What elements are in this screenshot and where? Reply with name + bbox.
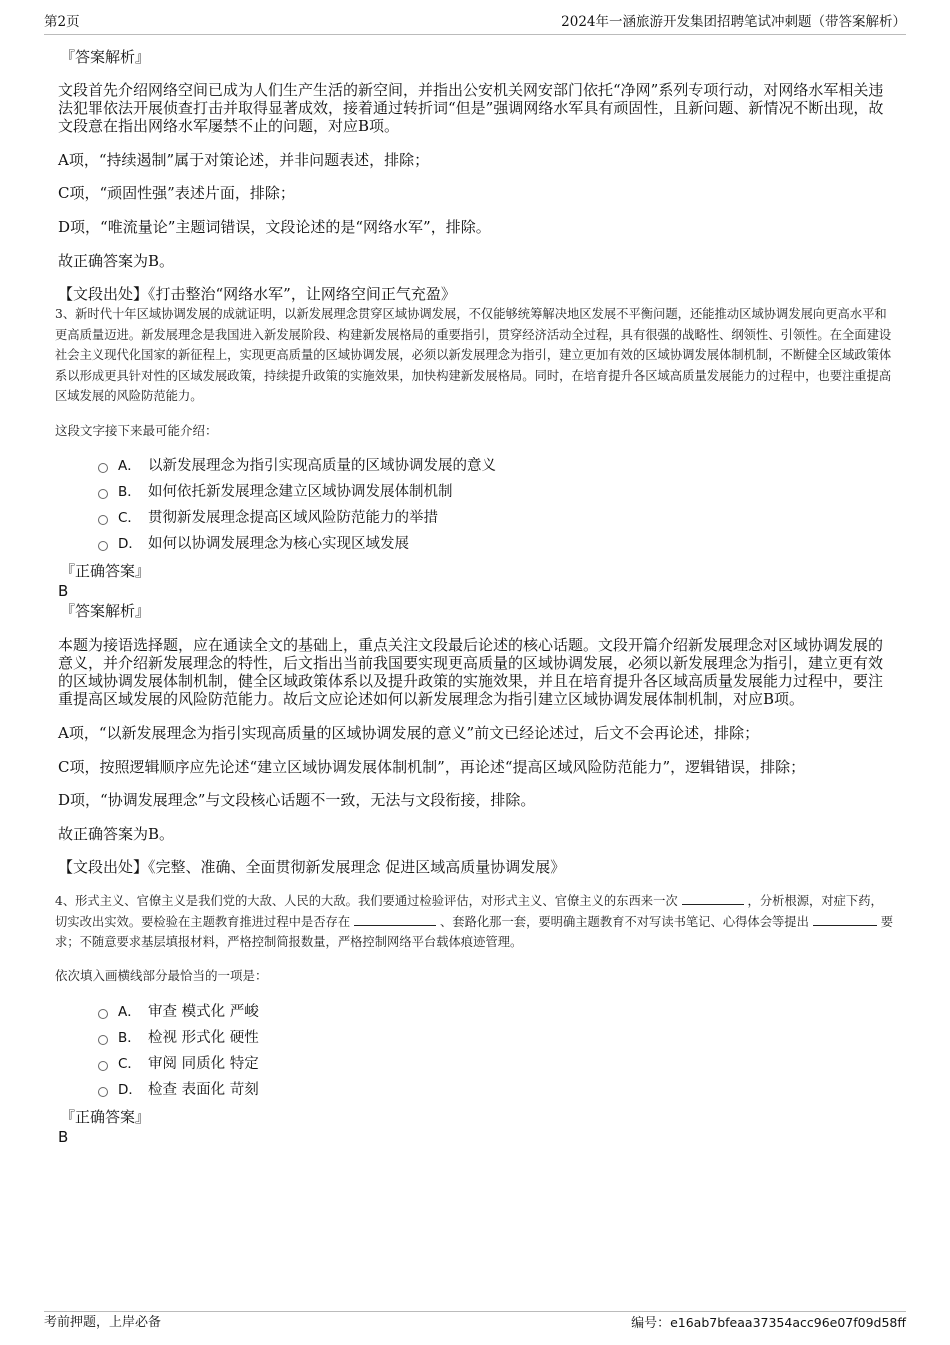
- radio-icon[interactable]: [98, 515, 108, 525]
- question-3-option-b[interactable]: B． 如何依托新发展理念建立区域协调发展体制机制: [98, 482, 453, 502]
- document-code: 编号：e16ab7bfeaa37354acc96e07f09d58ff: [631, 1315, 906, 1331]
- fill-blank-3: [813, 913, 877, 926]
- question-4-option-c[interactable]: C． 审阅 同质化 特定: [98, 1054, 259, 1074]
- correct-answer-value: B: [58, 582, 69, 600]
- radio-icon[interactable]: [98, 463, 108, 473]
- radio-icon[interactable]: [98, 1035, 108, 1045]
- analysis-heading: 『答案解析』: [60, 48, 151, 66]
- analysis-option-a: A项，“以新发展理念为指引实现高质量的区域协调发展的意义”前文已经论述过，后文不会再论述，排除；: [58, 724, 760, 742]
- page-number: 第2页: [44, 14, 80, 30]
- analysis-option-c: C项，“顽固性强”表述片面，排除；: [58, 184, 295, 202]
- document-title: 2024年一涵旅游开发集团招聘笔试冲刺题（带答案解析）: [561, 14, 906, 30]
- analysis-paragraph: 文段首先介绍网络空间已成为人们生产生活的新空间，并指出公安机关网安部门依托“净网”系列专项行动，对网络水军相关违法犯罪依法开展侦查打击并取得显著成效，接着通过转折词“但是”强调网络水军具有顽固性，且新问题、新情况不断出现，故文段意在指出网络水军屡禁不止的问题，对应B项。: [58, 81, 884, 135]
- analysis-option-c: C项，按照逻辑顺序应先论述“建立区域协调发展体制机制”，再论述“提高区域风险防范能力”，逻辑错误，排除；: [58, 758, 806, 776]
- footer-slogan: 考前押题，上岸必备: [44, 1315, 162, 1330]
- source-citation: 【文段出处】《完整、准确、全面贯彻新发展理念 促进区域高质量协调发展》: [58, 858, 566, 876]
- question-4-option-b[interactable]: B． 检视 形式化 硬性: [98, 1028, 259, 1048]
- correct-answer-heading: 『正确答案』: [60, 1108, 151, 1126]
- radio-icon[interactable]: [98, 1087, 108, 1097]
- question-4-text: 4、形式主义、官僚主义是我们党的大敌、人民的大敌。我们要通过检验评估，对形式主义、官僚主义的东西来一次 ，分析根源，对症下药，切实改出实效。要检验在主题教育推进过程中是否存在 、套路化那一套，要明确主题教育不对写读书笔记、心得体会等提出 要求；不随意要求基层填报材料，严格控制简报数量，严格控制网络平台载体痕迹管理。: [55, 894, 894, 949]
- radio-icon[interactable]: [98, 541, 108, 551]
- correct-answer-value: B: [58, 1128, 69, 1146]
- fill-blank-2: [354, 913, 436, 926]
- analysis-option-d: D项，“协调发展理念”与文段核心话题不一致，无法与文段衔接，排除。: [58, 791, 536, 809]
- analysis-paragraph: 本题为接语选择题，应在通读全文的基础上，重点关注文段最后论述的核心话题。文段开篇介绍新发展理念对区域协调发展的意义，并介绍新发展理念的特性，后文指出当前我国要实现更高质量的区域协调发展，必须以新发展理念为指引，建立更有效的区域协调发展体制机制，健全区域政策体系以及提升政策的实施效果，并且在培育提升各区域高质量发展能力过程中，要注重提高区域发展的风险防范能力。故后文应论述如何以新发展理念为指引建立区域协调发展体制机制，对应B项。: [58, 636, 884, 708]
- conclusion: 故正确答案为B。: [58, 252, 175, 270]
- question-3-text: 3、新时代十年区域协调发展的成就证明，以新发展理念贯穿区域协调发展，不仅能够统筹解决地区发展不平衡问题，还能推动区域协调发展向更高水平和更高质量迈进。新发展理念是我国进入新发展阶段、构建新发展格局的重要指引，贯穿经济活动全过程，具有很强的战略性、纲领性、引领性。在全面建设社会主义现代化国家的新征程上，实现更高质量的区域协调发展，必须以新发展理念为指引，建立更加有效的区域协调发展体制机制，不断健全区域政策体系以形成更具针对性的区域发展政策，持续提升政策的实施效果，加快构建新发展格局。同时，在培育提升各区域高质量发展能力的过程中，也要注重提高区域发展的风险防范能力。: [55, 307, 892, 403]
- question-3-option-d[interactable]: D． 如何以协调发展理念为核心实现区域发展: [98, 534, 409, 554]
- source-citation: 【文段出处】《打击整治“网络水军”，让网络空间正气充盈》: [58, 285, 456, 303]
- analysis-option-d: D项，“唯流量论”主题词错误，文段论述的是“网络水军”，排除。: [58, 218, 491, 236]
- question-4-prompt: 依次填入画横线部分最恰当的一项是：: [55, 968, 268, 983]
- radio-icon[interactable]: [98, 1009, 108, 1019]
- correct-answer-heading: 『正确答案』: [60, 562, 151, 580]
- page-header: [44, 10, 906, 35]
- question-3-option-a[interactable]: A． 以新发展理念为指引实现高质量的区域协调发展的意义: [98, 456, 496, 476]
- radio-icon[interactable]: [98, 1061, 108, 1071]
- radio-icon[interactable]: [98, 489, 108, 499]
- conclusion: 故正确答案为B。: [58, 825, 175, 843]
- question-4-option-a[interactable]: A． 审查 模式化 严峻: [98, 1002, 259, 1022]
- analysis-heading: 『答案解析』: [60, 602, 151, 620]
- question-4-option-d[interactable]: D． 检查 表面化 苛刻: [98, 1080, 259, 1100]
- question-3-option-c[interactable]: C． 贯彻新发展理念提高区域风险防范能力的举措: [98, 508, 438, 528]
- fill-blank-1: [682, 892, 744, 905]
- question-3-prompt: 这段文字接下来最可能介绍：: [55, 423, 218, 438]
- page-footer: [44, 1311, 906, 1334]
- analysis-option-a: A项，“持续遏制”属于对策论述，并非问题表述，排除；: [58, 151, 430, 169]
